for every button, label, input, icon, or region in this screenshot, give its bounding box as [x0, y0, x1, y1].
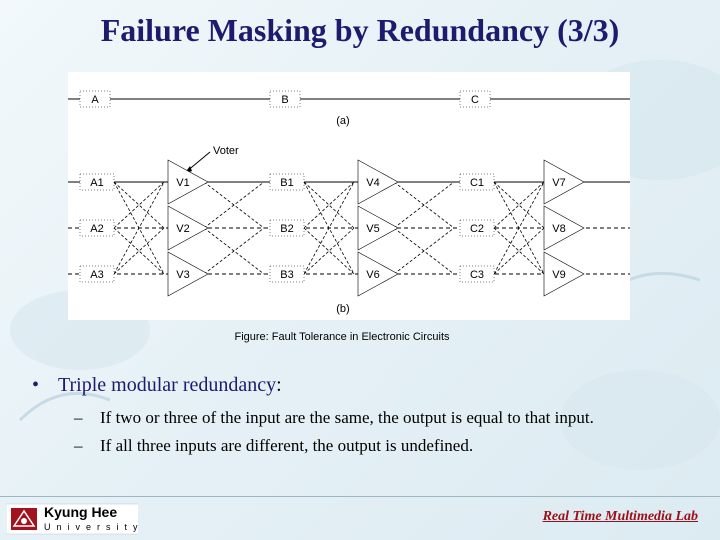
module-b1: B1	[280, 177, 294, 189]
module-c3: C3	[469, 269, 485, 281]
dash-icon: –	[74, 408, 83, 427]
part-a-label: (a)	[336, 115, 350, 127]
voter-v5: V5	[366, 223, 380, 235]
part-b-label: (b)	[336, 303, 350, 315]
tmr-figure	[68, 72, 630, 320]
module-b3: B3	[280, 269, 294, 281]
sub-bullet-2	[74, 436, 473, 456]
voter-v7: V7	[552, 177, 566, 189]
voter-v3: V3	[176, 269, 190, 281]
bullet-colon: :	[276, 374, 282, 396]
voter-v1: V1	[176, 177, 190, 189]
voter-label: Voter	[213, 145, 239, 157]
bullet-icon: •	[32, 374, 40, 396]
module-a3: A3	[90, 269, 104, 281]
university-name: Kyung Hee	[44, 504, 118, 520]
figure-part-a	[68, 91, 630, 127]
sub-bullet-2-text: If all three inputs are different, the output is undefined.	[100, 436, 474, 455]
module-a: A	[91, 94, 99, 106]
voter-v4: V4	[366, 177, 380, 189]
slide-title: Failure Masking by Redundancy (3/3)	[100, 12, 620, 48]
figure-part-b	[68, 160, 630, 315]
module-b: B	[281, 94, 289, 106]
module-c1: C1	[469, 177, 485, 189]
voter-v6: V6	[366, 269, 380, 281]
university-sub: University	[44, 522, 144, 532]
sub-bullet-1-text: If two or three of the input are the same, the output is equal to that input.	[100, 408, 594, 427]
module-a2: A2	[90, 223, 104, 235]
voter-v8: V8	[552, 223, 566, 235]
module-c2: C2	[469, 223, 485, 235]
bullet-tmr	[32, 374, 282, 397]
voter-v2: V2	[176, 223, 190, 235]
module-c: C	[471, 94, 479, 106]
module-a1: A1	[90, 177, 104, 189]
lab-name: Real Time Multimedia Lab	[542, 509, 698, 524]
bullet-label: Triple modular redundancy	[58, 374, 277, 396]
sub-bullet-1	[74, 408, 594, 428]
module-b2: B2	[280, 223, 294, 235]
figure-caption: Figure: Fault Tolerance in Electronic Circuits	[234, 331, 450, 343]
voter-v9: V9	[552, 269, 566, 281]
dash-icon: –	[74, 436, 83, 455]
footer-divider	[0, 496, 720, 497]
